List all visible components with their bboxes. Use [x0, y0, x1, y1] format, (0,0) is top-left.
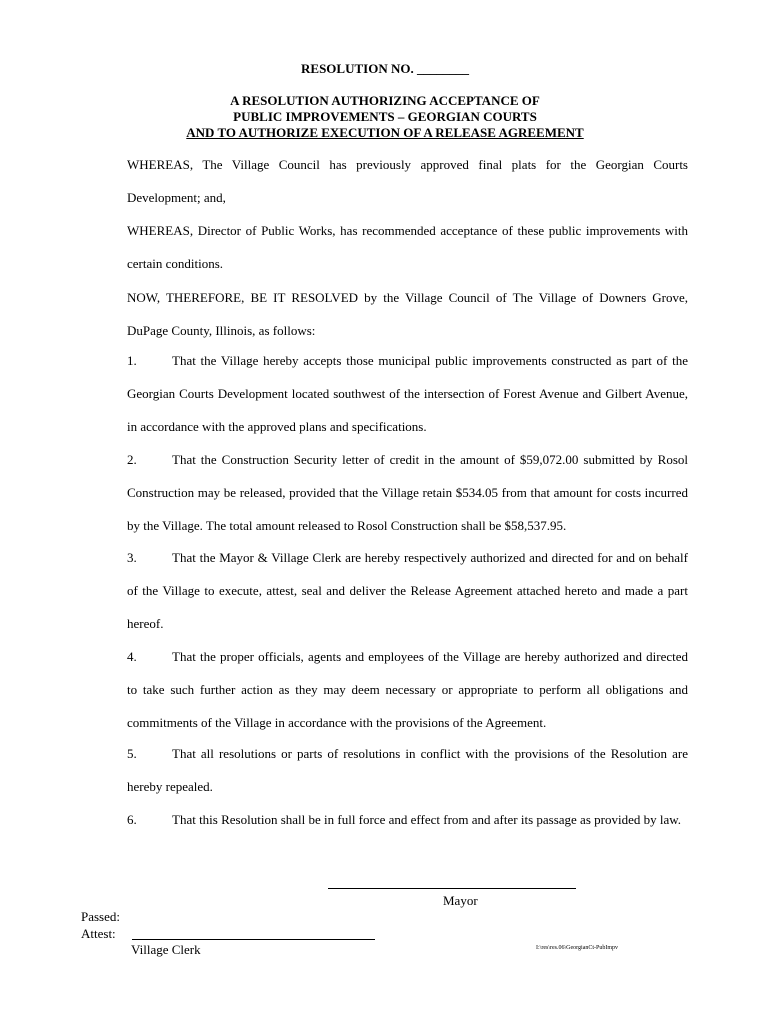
mayor-signature-line: [328, 888, 576, 889]
resolved-text: NOW, THEREFORE, BE IT RESOLVED by the Village Council of The Village of Downers Grove, DuPage County, Illinois, as follows:: [127, 290, 688, 339]
whereas-1-text: WHEREAS, The Village Council has previously approved final plats for the Georgian Courts Development; and,: [127, 157, 688, 206]
list-item-1: [127, 344, 688, 444]
title-line-3: [0, 125, 770, 141]
title-line-3-text: AND TO AUTHORIZE EXECUTION OF A RELEASE AGREEMENT: [186, 125, 584, 140]
list-item-3: [127, 541, 688, 641]
title-line-1: A RESOLUTION AUTHORIZING ACCEPTANCE OF: [230, 93, 540, 108]
item-text: That the Construction Security letter of credit in the amount of $59,072.00 submitted by Rosol Construction may be released, provided that the Village retain $534.05 from that amount for costs incurred by the Village. The total amount released to Rosol Construction shall be $58,537.95.: [127, 452, 688, 534]
item-number: 1.: [127, 353, 137, 368]
list-item-6: [127, 803, 688, 836]
village-clerk-label: Village Clerk: [131, 942, 201, 957]
clerk-signature-line: [132, 939, 375, 940]
whereas-paragraph-1: [82, 148, 688, 214]
item-text: That the proper officials, agents and employees of the Village are hereby authorized and directed to take such further action as they may deem necessary or appropriate to perform all obligations and commitments of the Village in accordance with the provisions of the Agreement.: [127, 649, 688, 731]
resolution-number: RESOLUTION NO. ________: [301, 61, 469, 76]
whereas-2-text: WHEREAS, Director of Public Works, has recommended acceptance of these public improvements with certain conditions.: [127, 223, 688, 272]
item-number: 3.: [127, 550, 137, 565]
item-number: 5.: [127, 746, 137, 761]
item-text: That all resolutions or parts of resolutions in conflict with the provisions of the Resolution are hereby repealed.: [127, 746, 688, 795]
resolved-paragraph: [82, 281, 688, 347]
list-item-2: [127, 443, 688, 543]
item-text: That the Village hereby accepts those municipal public improvements constructed as part of the Georgian Courts Development located southwest of the intersection of Forest Avenue and Gilbert Avenue, in accordance with the approved plans and specifications.: [127, 353, 688, 435]
attest-label: Attest:: [81, 926, 116, 941]
item-text: That this Resolution shall be in full force and effect from and after its passage as provided by law.: [172, 812, 682, 827]
passed-label: Passed:: [81, 909, 120, 924]
file-path-footer: I:\res\res.06\GeorgianCt-PubImpv: [536, 945, 619, 951]
item-number: 2.: [127, 452, 137, 467]
title-line-2: PUBLIC IMPROVEMENTS – GEORGIAN COURTS: [233, 109, 537, 124]
list-item-5: [127, 737, 688, 803]
list-item-4: [127, 640, 688, 740]
item-number: 4.: [127, 649, 137, 664]
item-text: That the Mayor & Village Clerk are hereby respectively authorized and directed for and on behalf of the Village to execute, attest, seal and deliver the Release Agreement attached hereto and made a part hereof.: [127, 550, 688, 632]
whereas-paragraph-2: [82, 214, 688, 280]
mayor-label: Mayor: [443, 893, 478, 908]
item-number: 6.: [127, 812, 137, 827]
